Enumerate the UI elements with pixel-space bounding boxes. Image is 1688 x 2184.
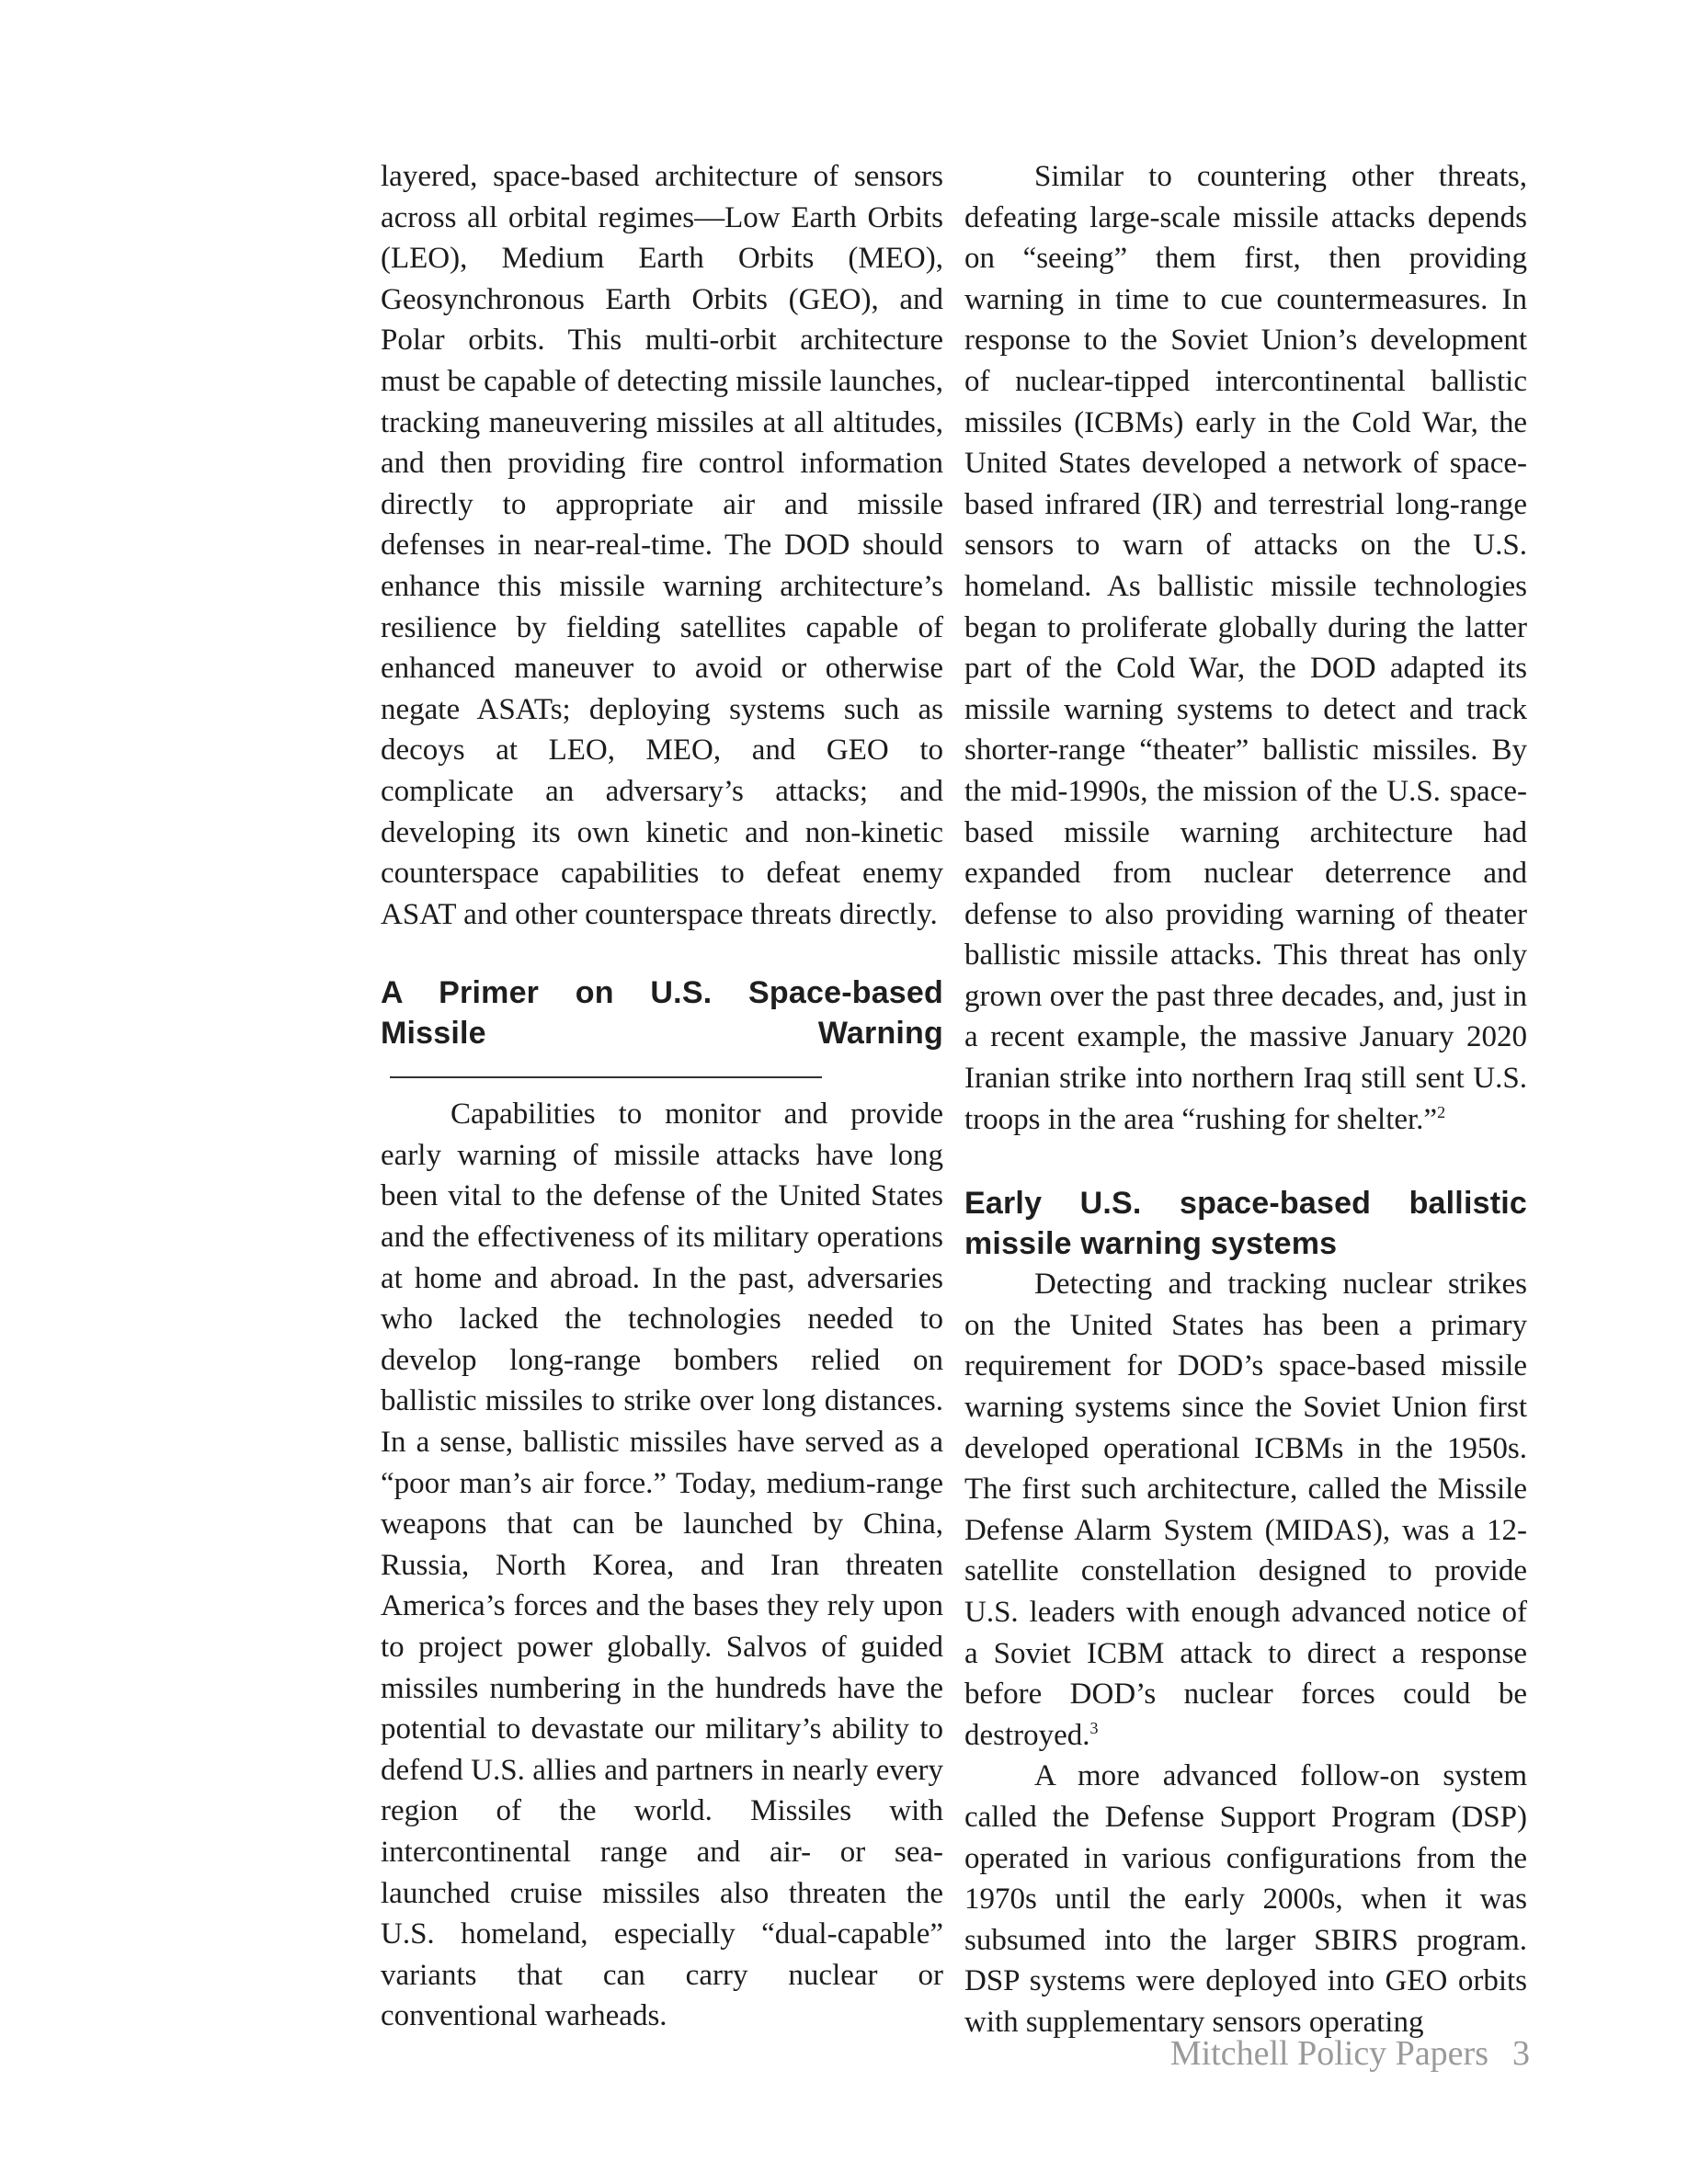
section-heading-primer bbox=[381, 973, 943, 1094]
page-footer bbox=[1170, 2033, 1530, 2074]
right-paragraph-1 bbox=[964, 156, 1527, 1140]
page-number: 3 bbox=[1512, 2034, 1530, 2073]
right-paragraph-3: A more advanced follow-on system called the Defense Support Program (DSP) operated in various configurations from the 1970s until the early 2000s, when it was subsumed into the larger SBIRS program. DSP systems were deployed into GEO orbits with supplementary sensors operating bbox=[964, 1759, 1527, 2039]
left-column bbox=[381, 156, 943, 2037]
right-column bbox=[964, 156, 1527, 2043]
section-heading-early-systems: Early U.S. space-based ballistic missile warning systems bbox=[964, 1186, 1527, 1262]
right-paragraph-1-text: Similar to countering other threats, defeating large-scale missile attacks depends on “seeing” them first, then providing warning in time to cue countermeasures. In response to the Soviet Union’s development of nuclear-tipped intercontinental ballistic missiles (ICBMs) early in the Cold War, the United States developed a network of space-based infrared (IR) and terrestrial long-range sensors to warn of attacks on the U.S. homeland. As ballistic missile technologies began to proliferate globally during the latter part of the Cold War, the DOD adapted its missile warning systems to detect and track shorter-range “theater” ballistic missiles. By the mid-1990s, the mission of the U.S. space-based missile warning architecture had expanded from nuclear deterrence and defense to also providing warning of theater ballistic missile attacks. This threat has only grown over the past three decades, and, just in a recent example, the massive January 2020 Iranian strike into northern Iraq still sent U.S. troops in the area “rushing for shelter.” bbox=[964, 160, 1527, 1136]
heading-rule-divider bbox=[390, 1076, 822, 1078]
right-paragraph-2-text: Detecting and tracking nuclear strikes on the United States has been a primary requirement for DOD’s space-based missile warning systems since the Soviet Union first developed operational ICBMs in the 1950s. The first such architecture, called the Missile Defense Alarm System (MIDAS), was a 12-satellite constellation designed to provide U.S. leaders with enough advanced notice of a Soviet ICBM attack to direct a response before DOD’s nuclear forces could be destroyed. bbox=[964, 1268, 1527, 1752]
footnote-ref-3[interactable]: 3 bbox=[1089, 1718, 1099, 1737]
right-paragraph-2 bbox=[964, 1264, 1527, 1756]
section-heading-primer-text: A Primer on U.S. Space-based Missile Warning bbox=[381, 975, 943, 1052]
left-paragraph-1: layered, space-based architecture of sensors across all orbital regimes—Low Earth Orbits (LEO), Medium Earth Orbits (MEO), Geosynchronous Earth Orbits (GEO), and Polar orbits. This multi-orbit architecture must be capable of detecting missile launches, tracking maneuvering missiles at all altitudes, and then providing fire control information directly to appropriate air and missile defenses in near-real-time. The DOD should enhance this missile warning architecture’s resilience by fielding satellites capable of enhanced maneuver to avoid or otherwise negate ASATs; deploying systems such as decoys at LEO, MEO, and GEO to complicate an adversary’s attacks; and developing its own kinetic and non-kinetic counterspace capabilities to defeat enemy ASAT and other counterspace threats directly. bbox=[381, 160, 943, 931]
footnote-ref-2[interactable]: 2 bbox=[1437, 1102, 1446, 1121]
left-paragraph-2: Capabilities to monitor and provide early warning of missile attacks have long been vital to the defense of the United States and the effectiveness of its military operations at home and abroad. In the past, adversaries who lacked the technologies needed to develop long-range bombers relied on ballistic missiles to strike over long distances. In a sense, ballistic missiles have served as a “poor man’s air force.” Today, medium-range weapons that can be launched by China, Russia, North Korea, and Iran threaten America’s forces and the bases they rely upon to project power globally. Salvos of guided missiles numbering in the hundreds have the potential to devastate our military’s ability to defend U.S. allies and partners in nearly every region of the world. Missiles with intercontinental range and air- or sea-launched cruise missiles also threaten the U.S. homeland, especially “dual-capable” variants that can carry nuclear or conventional warheads. bbox=[381, 1098, 943, 2033]
publication-title: Mitchell Policy Papers bbox=[1169, 2034, 1488, 2073]
